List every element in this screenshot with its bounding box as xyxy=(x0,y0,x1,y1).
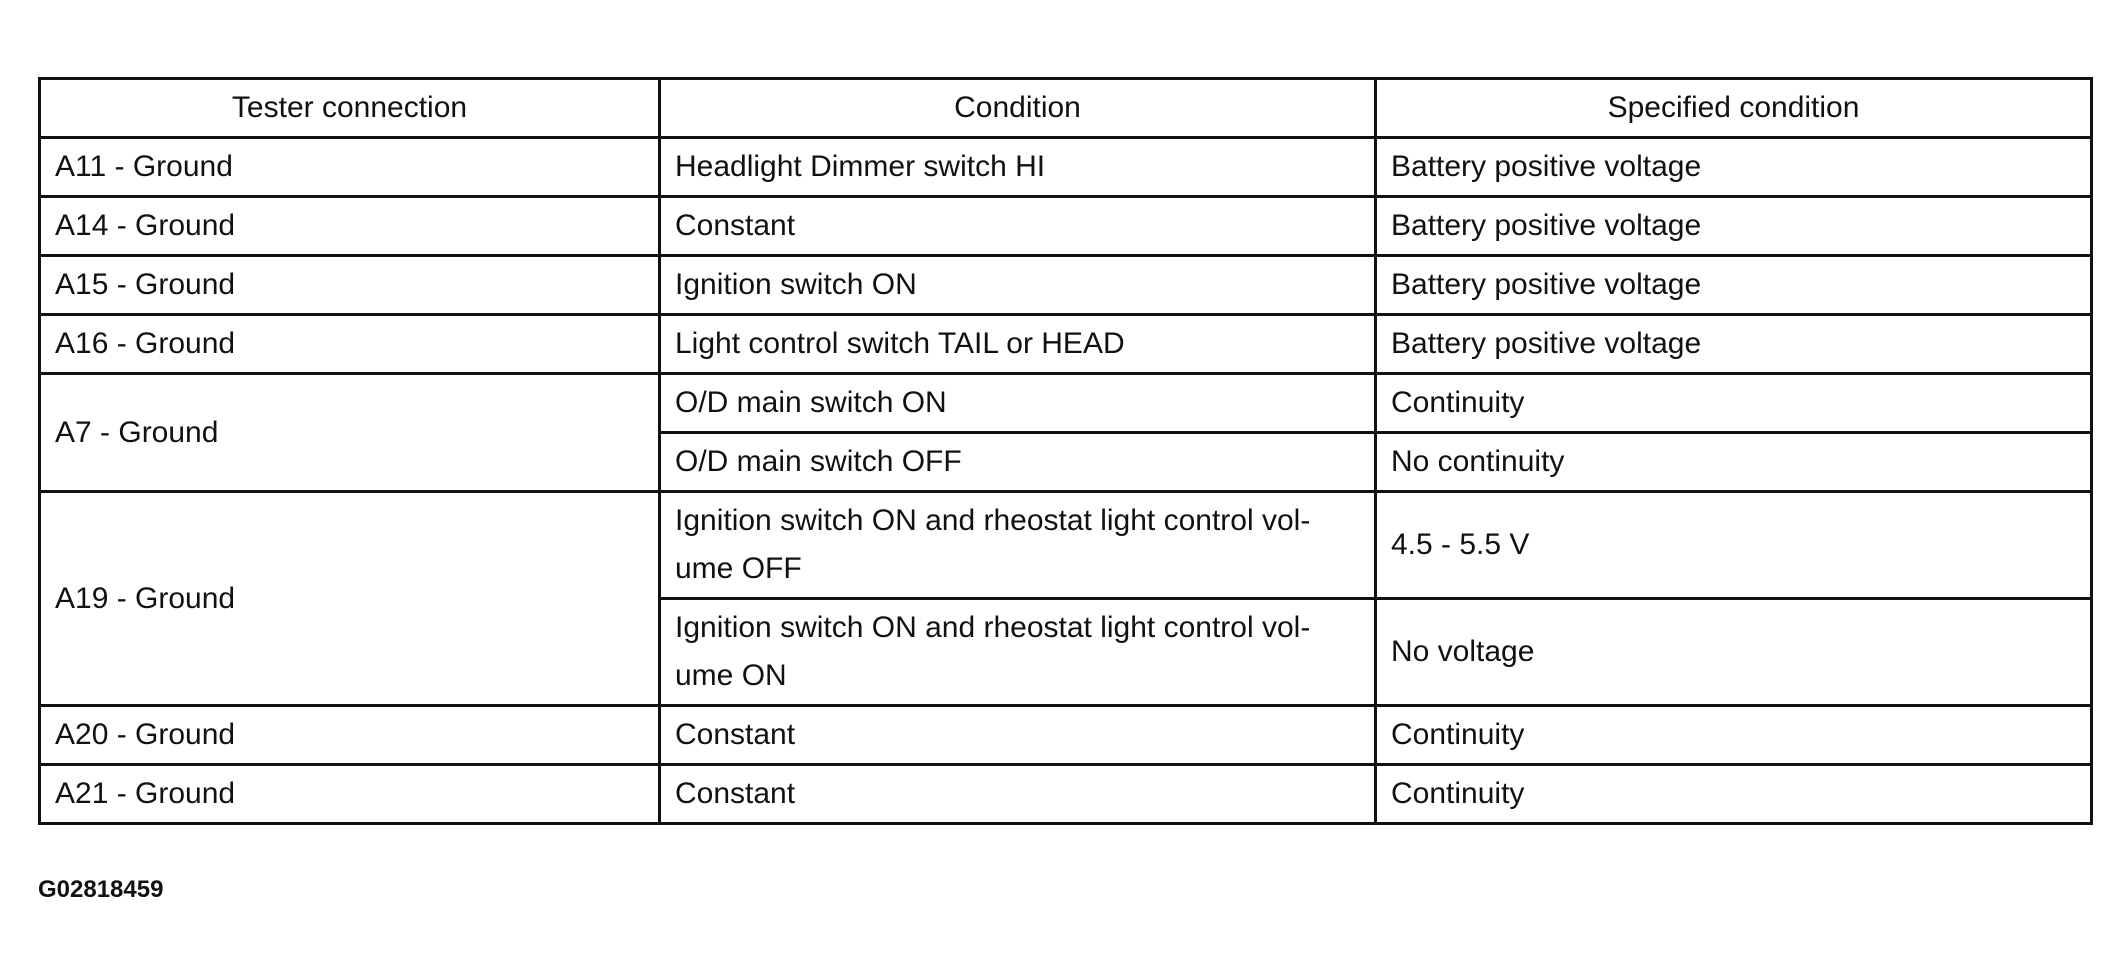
table-row xyxy=(40,374,2092,433)
table-row xyxy=(40,138,2092,197)
condition-cell: Constant xyxy=(660,706,1376,765)
condition-cell: Ignition switch ON xyxy=(660,256,1376,315)
condition-cell: Constant xyxy=(660,197,1376,256)
condition-cell: Ignition switch ON and rheostat light control vol- ume ON xyxy=(660,599,1376,706)
table-row xyxy=(40,765,2092,824)
tester-connection-cell: A20 - Ground xyxy=(40,706,660,765)
header-tester-connection: Tester connection xyxy=(40,79,660,138)
tester-connection-cell: A11 - Ground xyxy=(40,138,660,197)
table-row xyxy=(40,256,2092,315)
specified-condition-cell: Continuity xyxy=(1376,374,2092,433)
tester-connection-cell: A14 - Ground xyxy=(40,197,660,256)
tester-connection-cell: A16 - Ground xyxy=(40,315,660,374)
header-specified-condition: Specified condition xyxy=(1376,79,2092,138)
tester-connection-cell: A15 - Ground xyxy=(40,256,660,315)
tester-connection-cell: A7 - Ground xyxy=(40,374,660,492)
tester-connection-cell: A21 - Ground xyxy=(40,765,660,824)
specified-condition-cell: No voltage xyxy=(1376,599,2092,706)
table-row xyxy=(40,706,2092,765)
table-row xyxy=(40,197,2092,256)
spec-table xyxy=(38,77,2093,825)
specified-condition-cell: Continuity xyxy=(1376,765,2092,824)
specified-condition-cell: Battery positive voltage xyxy=(1376,138,2092,197)
table-row xyxy=(40,492,2092,599)
condition-cell: Headlight Dimmer switch HI xyxy=(660,138,1376,197)
specified-condition-cell: Battery positive voltage xyxy=(1376,256,2092,315)
condition-cell: Constant xyxy=(660,765,1376,824)
specified-condition-cell: No continuity xyxy=(1376,433,2092,492)
condition-cell: O/D main switch ON xyxy=(660,374,1376,433)
condition-cell: Ignition switch ON and rheostat light control vol- ume OFF xyxy=(660,492,1376,599)
table-row xyxy=(40,315,2092,374)
condition-cell: Light control switch TAIL or HEAD xyxy=(660,315,1376,374)
header-condition: Condition xyxy=(660,79,1376,138)
specified-condition-cell: Battery positive voltage xyxy=(1376,197,2092,256)
table-header-row xyxy=(40,79,2092,138)
condition-cell: O/D main switch OFF xyxy=(660,433,1376,492)
specified-condition-cell: 4.5 - 5.5 V xyxy=(1376,492,2092,599)
specified-condition-cell: Battery positive voltage xyxy=(1376,315,2092,374)
figure-id-label: G02818459 xyxy=(38,876,164,903)
tester-connection-cell: A19 - Ground xyxy=(40,492,660,706)
specified-condition-cell: Continuity xyxy=(1376,706,2092,765)
